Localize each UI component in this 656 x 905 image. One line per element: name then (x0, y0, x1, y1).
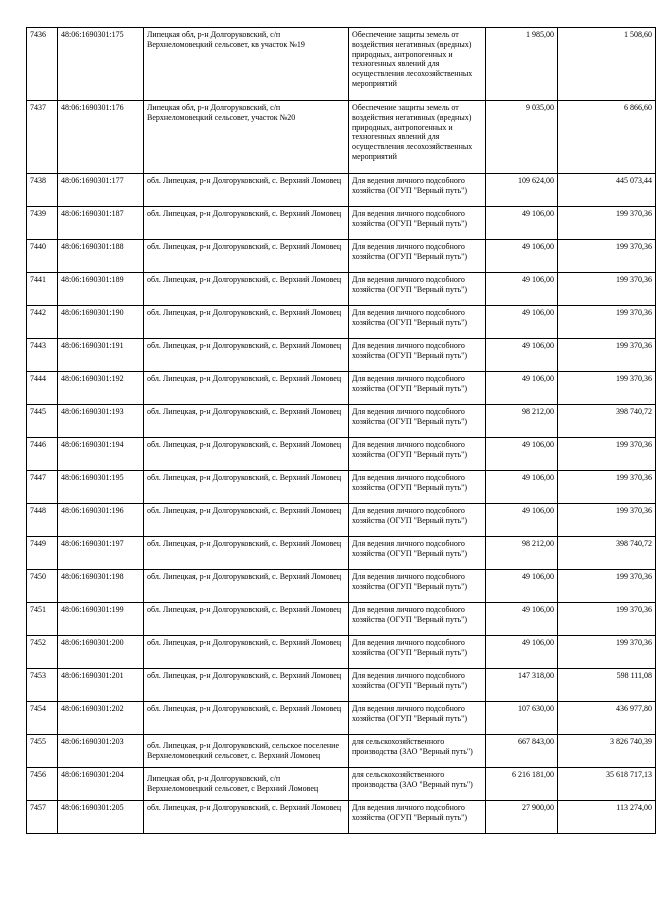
permitted-use-cell: Для ведения личного подсобного хозяйства (ОГУП "Верный путь") (349, 603, 486, 636)
cadastral-number-cell: 48:06:1690301:204 (58, 768, 144, 801)
row-number-cell: 7447 (27, 471, 58, 504)
cadastral-number-cell: 48:06:1690301:177 (58, 174, 144, 207)
permitted-use-cell: Для ведения личного подсобного хозяйства (ОГУП "Верный путь") (349, 570, 486, 603)
cadastral-number-cell: 48:06:1690301:202 (58, 702, 144, 735)
permitted-use-cell: Обеспечение защиты земель от воздействия негативных (вредных) природных, антропогенных и техногенных явлений для осуществления лесохозяйственных мероприятий (349, 28, 486, 101)
cadastral-number-cell: 48:06:1690301:195 (58, 471, 144, 504)
row-number-cell: 7438 (27, 174, 58, 207)
cadastral-value-cell: 199 370,36 (558, 438, 656, 471)
cadastral-value-cell: 398 740,72 (558, 405, 656, 438)
table-row (27, 438, 656, 471)
cadastral-number-cell: 48:06:1690301:198 (58, 570, 144, 603)
permitted-use-cell: Для ведения личного подсобного хозяйства (ОГУП "Верный путь") (349, 405, 486, 438)
cadastral-value-cell: 3 826 740,39 (558, 735, 656, 768)
registry-body (27, 28, 656, 834)
cadastral-value-cell: 199 370,36 (558, 372, 656, 405)
cadastral-number-cell: 48:06:1690301:203 (58, 735, 144, 768)
address-cell: Липецкая обл, р-н Долгоруковский, с/п Верхнеломовецкий сельсовет, с Верхний Ломовец (144, 768, 349, 801)
row-number-cell: 7448 (27, 504, 58, 537)
permitted-use-cell: Для ведения личного подсобного хозяйства (ОГУП "Верный путь") (349, 669, 486, 702)
address-cell: обл. Липецкая, р-н Долгоруковский, с. Верхний Ломовец (144, 702, 349, 735)
area-cell: 107 630,00 (486, 702, 558, 735)
area-cell: 49 106,00 (486, 372, 558, 405)
address-cell: обл. Липецкая, р-н Долгоруковский, с. Верхний Ломовец (144, 669, 349, 702)
row-number-cell: 7443 (27, 339, 58, 372)
row-number-cell: 7457 (27, 801, 58, 834)
cadastral-value-cell: 199 370,36 (558, 273, 656, 306)
permitted-use-cell: Обеспечение защиты земель от воздействия негативных (вредных) природных, антропогенных и техногенных явлений для осуществления лесохозяйственных мероприятий (349, 101, 486, 174)
row-number-cell: 7451 (27, 603, 58, 636)
permitted-use-cell: Для ведения личного подсобного хозяйства (ОГУП "Верный путь") (349, 537, 486, 570)
cadastral-number-cell: 48:06:1690301:191 (58, 339, 144, 372)
cadastral-value-cell: 199 370,36 (558, 504, 656, 537)
row-number-cell: 7449 (27, 537, 58, 570)
table-row (27, 339, 656, 372)
address-cell: обл. Липецкая, р-н Долгоруковский, с. Верхний Ломовец (144, 471, 349, 504)
row-number-cell: 7444 (27, 372, 58, 405)
area-cell: 49 106,00 (486, 438, 558, 471)
row-number-cell: 7453 (27, 669, 58, 702)
area-cell: 147 318,00 (486, 669, 558, 702)
table-row (27, 28, 656, 101)
cadastral-number-cell: 48:06:1690301:187 (58, 207, 144, 240)
address-cell: обл. Липецкая, р-н Долгоруковский, с. Верхний Ломовец (144, 603, 349, 636)
cadastral-value-cell: 6 866,60 (558, 101, 656, 174)
address-cell: обл. Липецкая, р-н Долгоруковский, с. Верхний Ломовец (144, 174, 349, 207)
table-row (27, 537, 656, 570)
table-row (27, 471, 656, 504)
cadastral-number-cell: 48:06:1690301:175 (58, 28, 144, 101)
permitted-use-cell: Для ведения личного подсобного хозяйства (ОГУП "Верный путь") (349, 174, 486, 207)
cadastral-number-cell: 48:06:1690301:188 (58, 240, 144, 273)
permitted-use-cell: Для ведения личного подсобного хозяйства (ОГУП "Верный путь") (349, 702, 486, 735)
table-row (27, 405, 656, 438)
address-cell: обл. Липецкая, р-н Долгоруковский, с. Верхний Ломовец (144, 306, 349, 339)
row-number-cell: 7452 (27, 636, 58, 669)
cadastral-value-cell: 199 370,36 (558, 570, 656, 603)
area-cell: 27 900,00 (486, 801, 558, 834)
permitted-use-cell: Для ведения личного подсобного хозяйства (ОГУП "Верный путь") (349, 240, 486, 273)
cadastral-number-cell: 48:06:1690301:201 (58, 669, 144, 702)
permitted-use-cell: Для ведения личного подсобного хозяйства (ОГУП "Верный путь") (349, 636, 486, 669)
cadastral-value-cell: 398 740,72 (558, 537, 656, 570)
address-cell: обл. Липецкая, р-н Долгоруковский, с. Верхний Ломовец (144, 438, 349, 471)
area-cell: 49 106,00 (486, 636, 558, 669)
cadastral-value-cell: 199 370,36 (558, 636, 656, 669)
cadastral-value-cell: 199 370,36 (558, 339, 656, 372)
address-cell: обл. Липецкая, р-н Долгоруковский, с. Верхний Ломовец (144, 207, 349, 240)
permitted-use-cell: для сельскохозяйственного производства (ЗАО "Верный путь") (349, 768, 486, 801)
permitted-use-cell: Для ведения личного подсобного хозяйства (ОГУП "Верный путь") (349, 372, 486, 405)
area-cell: 6 216 181,00 (486, 768, 558, 801)
table-row (27, 603, 656, 636)
table-row (27, 801, 656, 834)
area-cell: 49 106,00 (486, 339, 558, 372)
area-cell: 49 106,00 (486, 471, 558, 504)
table-row (27, 570, 656, 603)
cadastral-value-cell: 436 977,80 (558, 702, 656, 735)
cadastral-value-cell: 598 111,08 (558, 669, 656, 702)
table-row (27, 207, 656, 240)
area-cell: 49 106,00 (486, 603, 558, 636)
cadastral-value-cell: 113 274,00 (558, 801, 656, 834)
permitted-use-cell: для сельскохозяйственного производства (ЗАО "Верный путь") (349, 735, 486, 768)
cadastral-value-cell: 199 370,36 (558, 207, 656, 240)
table-row (27, 735, 656, 768)
row-number-cell: 7440 (27, 240, 58, 273)
row-number-cell: 7450 (27, 570, 58, 603)
permitted-use-cell: Для ведения личного подсобного хозяйства (ОГУП "Верный путь") (349, 438, 486, 471)
permitted-use-cell: Для ведения личного подсобного хозяйства (ОГУП "Верный путь") (349, 207, 486, 240)
area-cell: 98 212,00 (486, 405, 558, 438)
row-number-cell: 7446 (27, 438, 58, 471)
row-number-cell: 7437 (27, 101, 58, 174)
cadastral-value-cell: 199 370,36 (558, 471, 656, 504)
row-number-cell: 7445 (27, 405, 58, 438)
table-row (27, 669, 656, 702)
address-cell: обл. Липецкая, р-н Долгоруковский, с. Верхний Ломовец (144, 405, 349, 438)
cadastral-number-cell: 48:06:1690301:197 (58, 537, 144, 570)
table-row (27, 174, 656, 207)
cadastral-number-cell: 48:06:1690301:176 (58, 101, 144, 174)
address-cell: обл. Липецкая, р-н Долгоруковский, с. Верхний Ломовец (144, 273, 349, 306)
address-cell: обл. Липецкая, р-н Долгоруковский, с. Верхний Ломовец (144, 339, 349, 372)
cadastral-number-cell: 48:06:1690301:193 (58, 405, 144, 438)
address-cell: обл. Липецкая, р-н Долгоруковский, с. Верхний Ломовец (144, 636, 349, 669)
address-cell: обл. Липецкая, р-н Долгоруковский, с. Верхний Ломовец (144, 504, 349, 537)
area-cell: 9 035,00 (486, 101, 558, 174)
area-cell: 49 106,00 (486, 504, 558, 537)
table-row (27, 372, 656, 405)
cadastral-number-cell: 48:06:1690301:200 (58, 636, 144, 669)
row-number-cell: 7455 (27, 735, 58, 768)
table-row (27, 240, 656, 273)
cadastral-value-cell: 199 370,36 (558, 306, 656, 339)
cadastral-value-cell: 35 618 717,13 (558, 768, 656, 801)
row-number-cell: 7439 (27, 207, 58, 240)
row-number-cell: 7436 (27, 28, 58, 101)
table-row (27, 306, 656, 339)
cadastral-value-cell: 199 370,36 (558, 240, 656, 273)
table-row (27, 504, 656, 537)
row-number-cell: 7454 (27, 702, 58, 735)
address-cell: обл. Липецкая, р-н Долгоруковский, сельское поселение Верхнеломовецкий сельсовет, с. Верхний Ломовец (144, 735, 349, 768)
address-cell: обл. Липецкая, р-н Долгоруковский, с. Верхний Ломовец (144, 801, 349, 834)
cadastral-value-cell: 1 508,60 (558, 28, 656, 101)
area-cell: 49 106,00 (486, 273, 558, 306)
area-cell: 1 985,00 (486, 28, 558, 101)
table-row (27, 273, 656, 306)
cadastral-value-cell: 445 073,44 (558, 174, 656, 207)
cadastral-number-cell: 48:06:1690301:189 (58, 273, 144, 306)
permitted-use-cell: Для ведения личного подсобного хозяйства (ОГУП "Верный путь") (349, 504, 486, 537)
permitted-use-cell: Для ведения личного подсобного хозяйства (ОГУП "Верный путь") (349, 339, 486, 372)
table-row (27, 768, 656, 801)
address-cell: обл. Липецкая, р-н Долгоруковский, с. Верхний Ломовец (144, 372, 349, 405)
table-row (27, 636, 656, 669)
table-row (27, 101, 656, 174)
area-cell: 49 106,00 (486, 570, 558, 603)
cadastral-number-cell: 48:06:1690301:205 (58, 801, 144, 834)
permitted-use-cell: Для ведения личного подсобного хозяйства (ОГУП "Верный путь") (349, 306, 486, 339)
table-row (27, 702, 656, 735)
address-cell: Липецкая обл, р-н Долгоруковский, с/п Верхнеломовецкий сельсовет, кв участок №19 (144, 28, 349, 101)
cadastral-number-cell: 48:06:1690301:199 (58, 603, 144, 636)
cadastral-number-cell: 48:06:1690301:196 (58, 504, 144, 537)
cadastral-number-cell: 48:06:1690301:192 (58, 372, 144, 405)
permitted-use-cell: Для ведения личного подсобного хозяйства (ОГУП "Верный путь") (349, 273, 486, 306)
permitted-use-cell: Для ведения личного подсобного хозяйства (ОГУП "Верный путь") (349, 471, 486, 504)
row-number-cell: 7456 (27, 768, 58, 801)
cadastral-value-cell: 199 370,36 (558, 603, 656, 636)
address-cell: обл. Липецкая, р-н Долгоруковский, с. Верхний Ломовец (144, 537, 349, 570)
cadastral-number-cell: 48:06:1690301:194 (58, 438, 144, 471)
area-cell: 98 212,00 (486, 537, 558, 570)
permitted-use-cell: Для ведения личного подсобного хозяйства (ОГУП "Верный путь") (349, 801, 486, 834)
area-cell: 49 106,00 (486, 207, 558, 240)
area-cell: 667 843,00 (486, 735, 558, 768)
area-cell: 49 106,00 (486, 240, 558, 273)
land-registry-table (26, 27, 656, 834)
address-cell: обл. Липецкая, р-н Долгоруковский, с. Верхний Ломовец (144, 570, 349, 603)
address-cell: Липецкая обл, р-н Долгоруковский, с/п Верхнеломовецкий сельсовет, участок №20 (144, 101, 349, 174)
address-cell: обл. Липецкая, р-н Долгоруковский, с. Верхний Ломовец (144, 240, 349, 273)
area-cell: 49 106,00 (486, 306, 558, 339)
row-number-cell: 7441 (27, 273, 58, 306)
cadastral-number-cell: 48:06:1690301:190 (58, 306, 144, 339)
row-number-cell: 7442 (27, 306, 58, 339)
area-cell: 109 624,00 (486, 174, 558, 207)
